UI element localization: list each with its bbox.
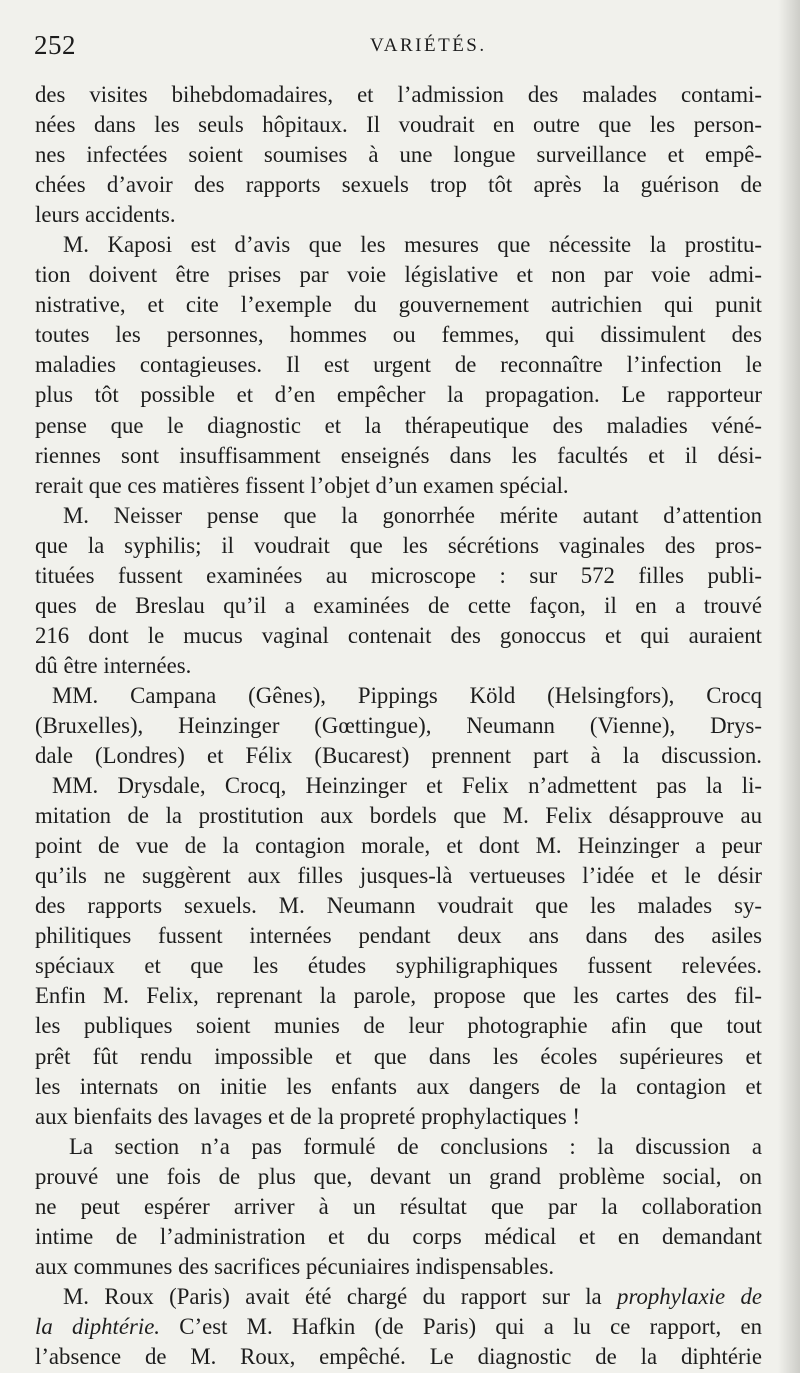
text-line: que la syphilis; il voudrait que les sécrétions vaginales des pros- xyxy=(35,532,762,558)
text-line: tituées fussent examinées au microscope : sur 572 filles publi- xyxy=(35,562,762,588)
text-line: intime de l’administration et du corps médical et en demandant xyxy=(35,1223,762,1249)
text-line: dale (Londres) et Félix (Bucarest) prennent part à la discussion. xyxy=(35,743,762,769)
text-line: riennes sont insuffisamment enseignés dans les facultés et il dési- xyxy=(35,442,762,468)
page-header xyxy=(34,30,760,66)
running-title: VARIÉTÉS. xyxy=(370,35,487,56)
text-line: MM. Drysdale, Crocq, Heinzinger et Felix n’admettent pas la li- xyxy=(52,773,762,799)
text-line: rerait que ces matières fissent l’objet d’un examen spécial. xyxy=(35,472,569,498)
page-number: 252 xyxy=(34,30,76,60)
text-line: 216 dont le mucus vaginal contenait des gonoccus et qui auraient xyxy=(35,622,762,648)
text-segment: C’est M. Hafkin (de Paris) qui a lu ce rapport, en xyxy=(160,1313,762,1339)
text-line: prouvé une fois de plus que, devant un grand problème social, on xyxy=(35,1163,762,1189)
text-segment: M. Roux (Paris) avait été chargé du rapport sur la xyxy=(63,1283,618,1309)
text-line: M. Kaposi est d’avis que les mesures que nécessite la prostitu- xyxy=(63,232,762,258)
text-line: point de vue de la contagion morale, et dont M. Heinzinger a peur xyxy=(35,833,762,859)
italic-segment: prophylaxie de xyxy=(617,1283,762,1309)
text-line xyxy=(35,1282,762,1312)
text-line: les publiques soient munies de leur photographie afin que tout xyxy=(35,1013,762,1039)
text-line: des rapports sexuels. M. Neumann voudrait que les malades sy- xyxy=(35,893,762,919)
text-line: dû être internées. xyxy=(35,652,192,678)
text-line: nes infectées soient soumises à une longue surveillance et empê- xyxy=(35,142,762,168)
text-line: tion doivent être prises par voie législative et non par voie admi- xyxy=(35,262,762,288)
text-line: La section n’a pas formulé de conclusions : la discussion a xyxy=(69,1133,762,1159)
text-line: des visites bihebdomadaires, et l’admission des malades contami- xyxy=(35,82,762,107)
text-line: leurs accidents. xyxy=(35,202,176,228)
text-line: toutes les personnes, hommes ou femmes, qui dissimulent des xyxy=(35,322,762,348)
text-line: M. Neisser pense que la gonorrhée mérite autant d’attention xyxy=(63,502,762,528)
text-line: l’absence de M. Roux, empêché. Le diagnostic de la diphtérie xyxy=(35,1343,762,1369)
text-line: maladies contagieuses. Il est urgent de reconnaître l’infection le xyxy=(35,352,762,378)
text-line: mitation de la prostitution aux bordels que M. Felix désapprouve au xyxy=(35,803,762,829)
text-line: spéciaux et que les études syphiligraphiques fussent relevées. xyxy=(35,953,762,979)
text-line xyxy=(35,1312,762,1342)
text-line: aux communes des sacrifices pécuniaires indispensables. xyxy=(35,1253,555,1279)
text-line: MM. Campana (Gênes), Pippings Köld (Helsingfors), Crocq xyxy=(52,682,762,708)
text-line: chées d’avoir des rapports sexuels trop tôt après la guérison de xyxy=(35,172,762,198)
text-line: ne peut espérer arriver à un résultat que par la collaboration xyxy=(35,1193,762,1219)
text-line: ques de Breslau qu’il a examinées de cette façon, il en a trouvé xyxy=(35,592,762,618)
text-line: prêt fût rendu impossible et que dans les écoles supérieures et xyxy=(35,1043,762,1069)
text-line: nées dans les seuls hôpitaux. Il voudrait en outre que les person- xyxy=(35,112,762,138)
text-line: aux bienfaits des lavages et de la propreté prophylactiques ! xyxy=(35,1103,581,1129)
page-edge-shadow xyxy=(778,0,800,1373)
text-line: les internats on initie les enfants aux dangers de la contagion et xyxy=(35,1073,762,1099)
text-line: pense que le diagnostic et la thérapeutique des maladies véné- xyxy=(35,412,762,438)
text-line: Enfin M. Felix, reprenant la parole, propose que les cartes des fil- xyxy=(35,983,762,1009)
text-line: philitiques fussent internées pendant deux ans dans des asiles xyxy=(35,923,762,949)
body-text xyxy=(35,80,762,1372)
text-line: plus tôt possible et d’en empêcher la propagation. Le rapporteur xyxy=(35,382,762,408)
text-line: qu’ils ne suggèrent aux filles jusques-là vertueuses l’idée et le désir xyxy=(35,863,762,889)
text-line: (Bruxelles), Heinzinger (Gœttingue), Neumann (Vienne), Drys- xyxy=(35,712,762,738)
text-line: nistrative, et cite l’exemple du gouvernement autrichien qui punit xyxy=(35,292,762,318)
italic-segment: la diphtérie. xyxy=(35,1313,161,1339)
